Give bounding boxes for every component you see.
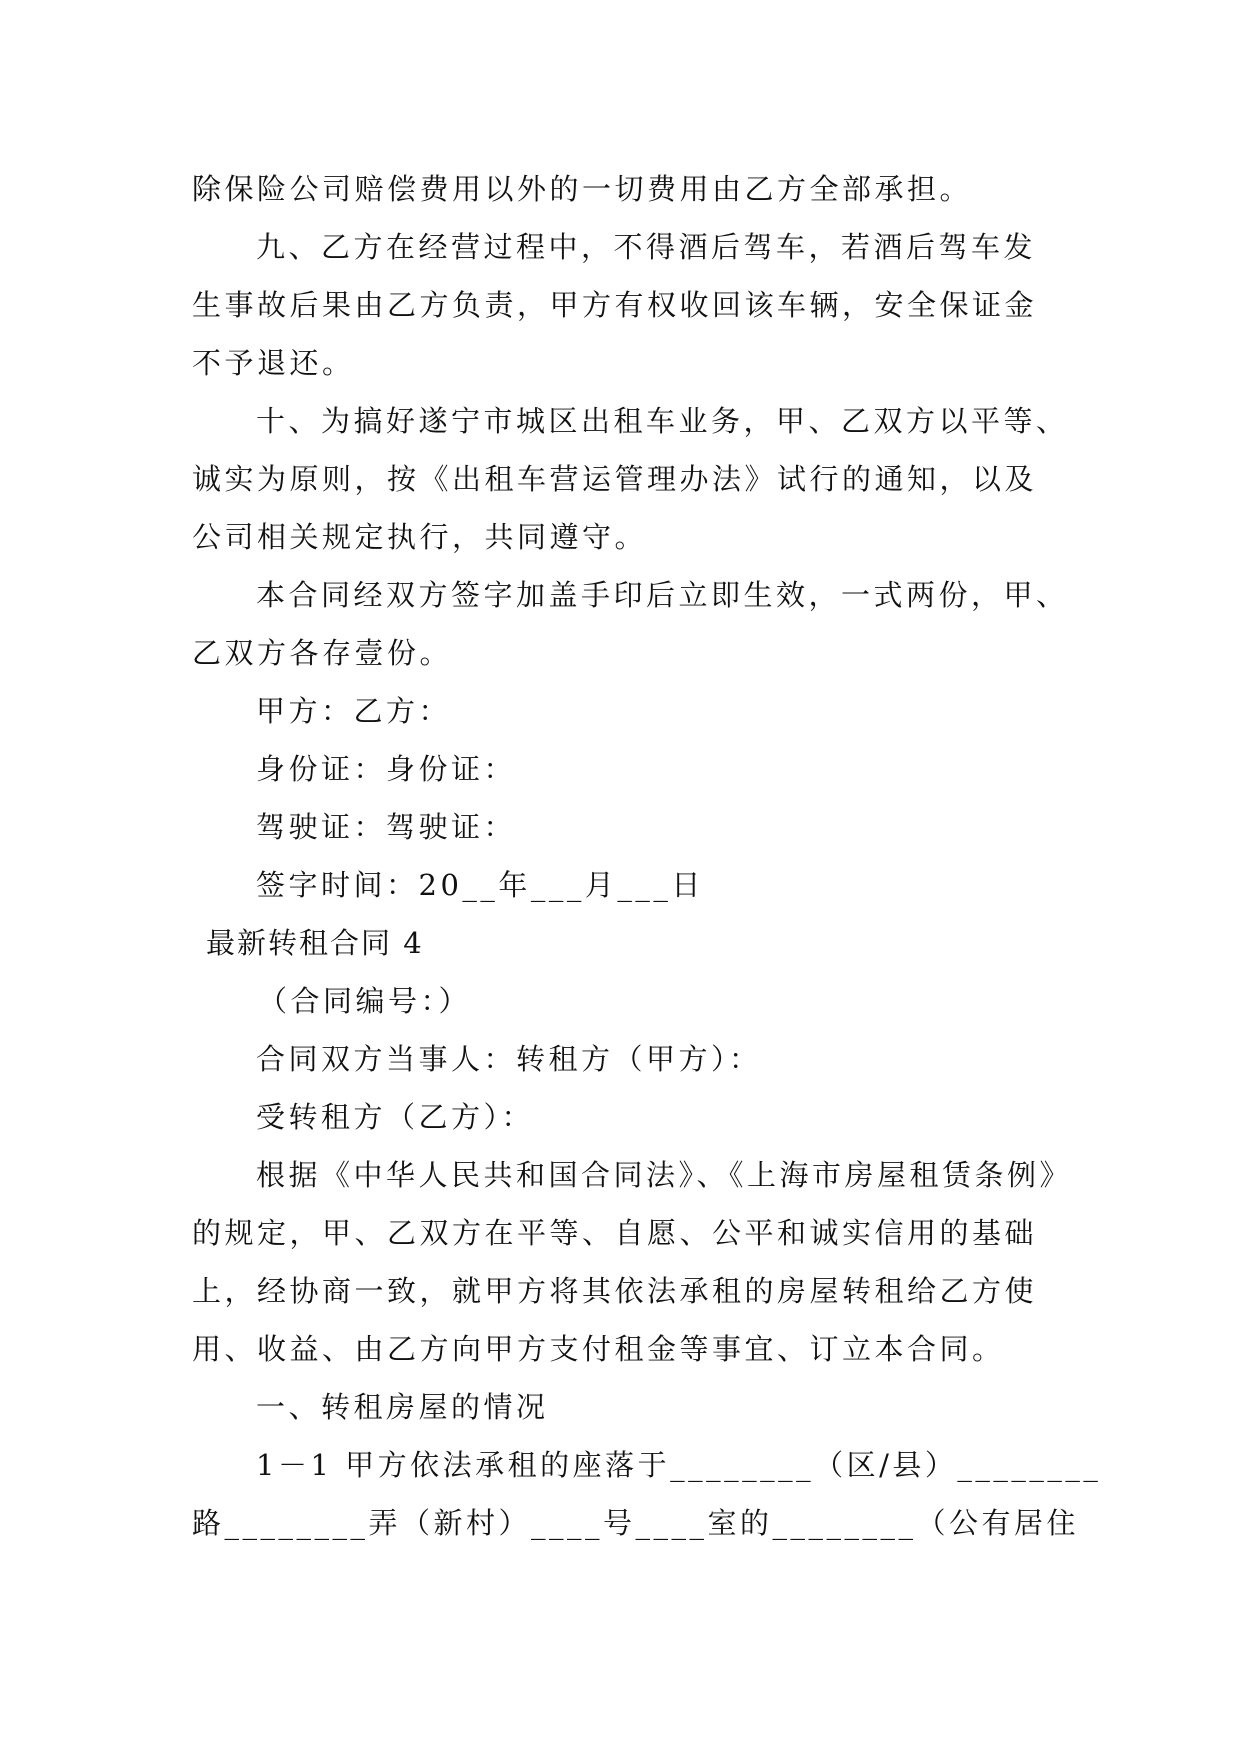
text-line: 1－1 甲方依法承租的座落于________（区/县）________ — [256, 1448, 1102, 1482]
text-line: 上，经协商一致，就甲方将其依法承租的房屋转租给乙方使 — [192, 1274, 1038, 1308]
text-line: 路________弄（新村）____号____室的________（公有居住 — [192, 1506, 1080, 1540]
signature-id-label: 身份证：身份证： — [256, 752, 517, 786]
signature-date-label: 签字时间：20__年___月___日 — [256, 868, 704, 902]
signature-license-label: 驾驶证：驾驶证： — [256, 810, 517, 844]
document-body — [192, 160, 1102, 1552]
text-line: 除保险公司赔偿费用以外的一切费用由乙方全部承担。 — [192, 172, 973, 206]
text-line: 公司相关规定执行，共同遵守。 — [192, 520, 648, 554]
text-line: 合同双方当事人：转租方（甲方）： — [256, 1042, 762, 1076]
contract-number-label: （合同编号：） — [258, 984, 472, 1018]
text-line: 九、乙方在经营过程中，不得酒后驾车，若酒后驾车发 — [256, 230, 1037, 264]
text-line: 的规定，甲、乙双方在平等、自愿、公平和诚实信用的基础 — [192, 1216, 1038, 1250]
text-line: 十、为搞好遂宁市城区出租车业务，甲、乙双方以平等、 — [256, 404, 1069, 438]
subsection-title: 一、转租房屋的情况 — [256, 1390, 549, 1424]
text-line: 用、收益、由乙方向甲方支付租金等事宜、订立本合同。 — [192, 1332, 1005, 1366]
text-line: 根据《中华人民共和国合同法》、《上海市房屋租赁条例》 — [256, 1158, 1073, 1192]
signature-party-label: 甲方：乙方： — [256, 694, 452, 728]
text-line: 乙双方各存壹份。 — [192, 636, 453, 670]
text-line: 不予退还。 — [192, 346, 355, 380]
section-title: 最新转租合同 4 — [206, 926, 424, 960]
text-line: 本合同经双方签字加盖手印后立即生效，一式两份，甲、 — [256, 578, 1069, 612]
text-line: 生事故后果由乙方负责，甲方有权收回该车辆，安全保证金 — [192, 288, 1038, 322]
text-line: 诚实为原则，按《出租车营运管理办法》试行的通知，以及 — [192, 462, 1038, 496]
text-line: 受转租方（乙方）： — [256, 1100, 535, 1134]
